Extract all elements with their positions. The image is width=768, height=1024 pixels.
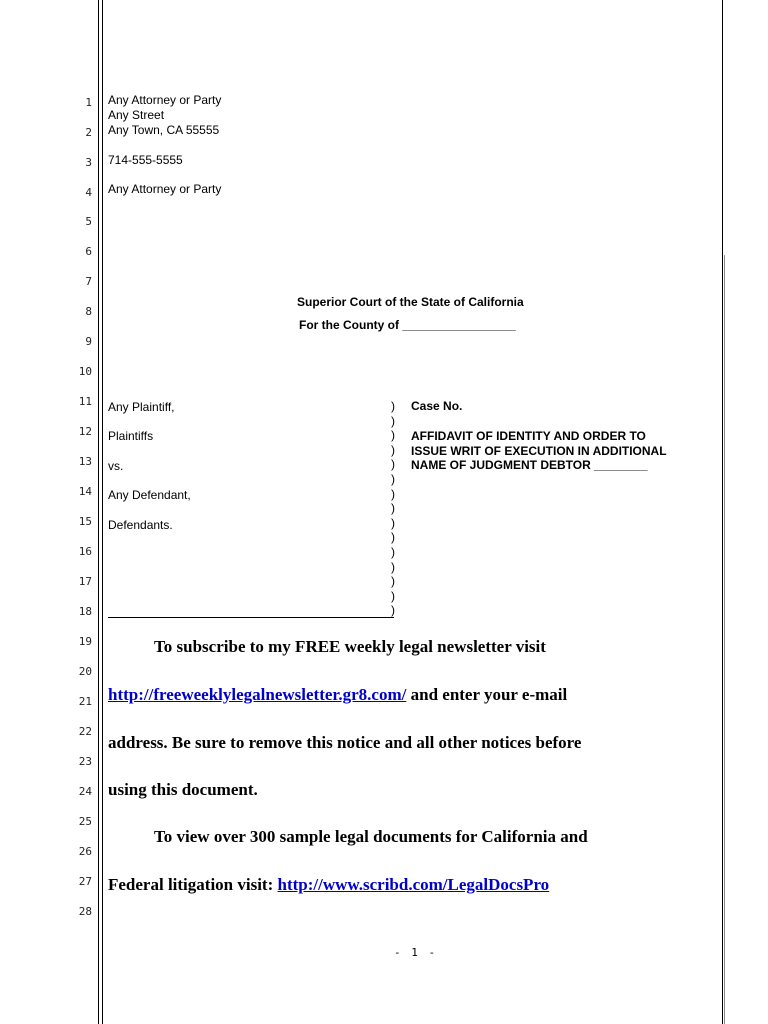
newsletter-link[interactable]: http://freeweeklylegalnewsletter.gr8.com/: [108, 685, 407, 704]
line-number: 25: [78, 815, 92, 828]
caption-paren: ): [391, 442, 395, 457]
page-number: - 1 -: [394, 946, 438, 959]
line-number: 22: [78, 725, 92, 738]
caption-paren: ): [391, 574, 395, 589]
attorney-street: Any Street: [108, 108, 165, 122]
line-number: 27: [78, 875, 92, 888]
defendant-name: Any Defendant,: [108, 488, 191, 502]
defendants-label: Defendants.: [108, 518, 173, 532]
line-number: 10: [78, 365, 92, 378]
caption-paren: ): [391, 428, 395, 443]
caption-paren: ): [391, 471, 395, 486]
line-number: 23: [78, 755, 92, 768]
notice-line-2-rest: and enter your e-mail: [406, 685, 568, 704]
notice-line-6-prefix: Federal litigation visit:: [108, 875, 278, 894]
caption-paren: ): [391, 501, 395, 516]
line-number: 7: [85, 275, 92, 288]
line-number: 19: [78, 635, 92, 648]
right-margin-line-shadow: [724, 255, 725, 1024]
document-title: [411, 429, 711, 473]
caption-paren: ): [391, 486, 395, 501]
attorney-for: Any Attorney or Party: [108, 182, 222, 196]
line-number-column: [60, 0, 94, 1024]
line-number: 26: [78, 845, 92, 858]
left-margin-line-inner: [102, 0, 103, 1024]
caption-paren: ): [391, 399, 395, 413]
line-number: 12: [78, 425, 92, 438]
line-number: 11: [78, 395, 92, 408]
notice-line-4: using this document.: [108, 780, 258, 799]
caption-paren: ): [391, 413, 395, 428]
line-number: 24: [78, 785, 92, 798]
line-number: 1: [85, 96, 92, 109]
court-name: Superior Court of the State of California: [297, 295, 524, 309]
plaintiff-name: Any Plaintiff,: [108, 400, 175, 414]
line-number: 14: [78, 485, 92, 498]
line-number: 16: [78, 545, 92, 558]
notice-line-5: To view over 300 sample legal documents for California and: [154, 827, 588, 846]
line-number: 21: [78, 695, 92, 708]
caption-paren: ): [391, 544, 395, 559]
document-title-line: NAME OF JUDGMENT DEBTOR ________: [411, 458, 648, 472]
line-number: 5: [85, 215, 92, 228]
caption-paren: ): [391, 515, 395, 530]
line-number: 20: [78, 665, 92, 678]
versus-label: vs.: [108, 459, 124, 473]
line-number: 4: [85, 186, 92, 199]
caption-paren: ): [391, 457, 395, 472]
left-margin-line-outer: [98, 0, 99, 1024]
caption-paren: ): [391, 603, 395, 618]
attorney-city: Any Town, CA 55555: [108, 123, 220, 137]
case-number-label: Case No.: [411, 399, 463, 413]
notice-line-1: To subscribe to my FREE weekly legal newsletter visit: [154, 637, 546, 656]
line-number: 28: [78, 905, 92, 918]
line-number: 2: [85, 126, 92, 139]
document-title-line: ISSUE WRIT OF EXECUTION IN ADDITIONAL: [411, 443, 667, 458]
right-margin-line: [722, 0, 723, 1024]
line-number: 9: [85, 335, 92, 348]
caption-paren: ): [391, 559, 395, 574]
caption-paren-column: [391, 399, 401, 618]
line-number: 13: [78, 455, 92, 468]
notice-line-2: [108, 685, 567, 705]
line-number: 8: [85, 305, 92, 318]
caption-paren: ): [391, 530, 395, 545]
line-number: 17: [78, 575, 92, 588]
plaintiffs-label: Plaintiffs: [108, 429, 154, 443]
court-county: For the County of _________________: [299, 318, 516, 332]
notice-line-6: [108, 875, 549, 895]
scribd-link[interactable]: http://www.scribd.com/LegalDocsPro: [277, 875, 550, 894]
attorney-phone: 714-555-5555: [108, 153, 183, 167]
caption-paren: ): [391, 588, 395, 603]
notice-line-3: address. Be sure to remove this notice and all other notices before: [108, 733, 582, 752]
document-title-line: AFFIDAVIT OF IDENTITY AND ORDER TO: [411, 429, 646, 443]
caption-bottom-rule: [108, 617, 394, 618]
line-number: 3: [85, 156, 92, 169]
line-number: 15: [78, 515, 92, 528]
line-number: 6: [85, 245, 92, 258]
attorney-name: Any Attorney or Party: [108, 93, 222, 107]
line-number: 18: [78, 605, 92, 618]
